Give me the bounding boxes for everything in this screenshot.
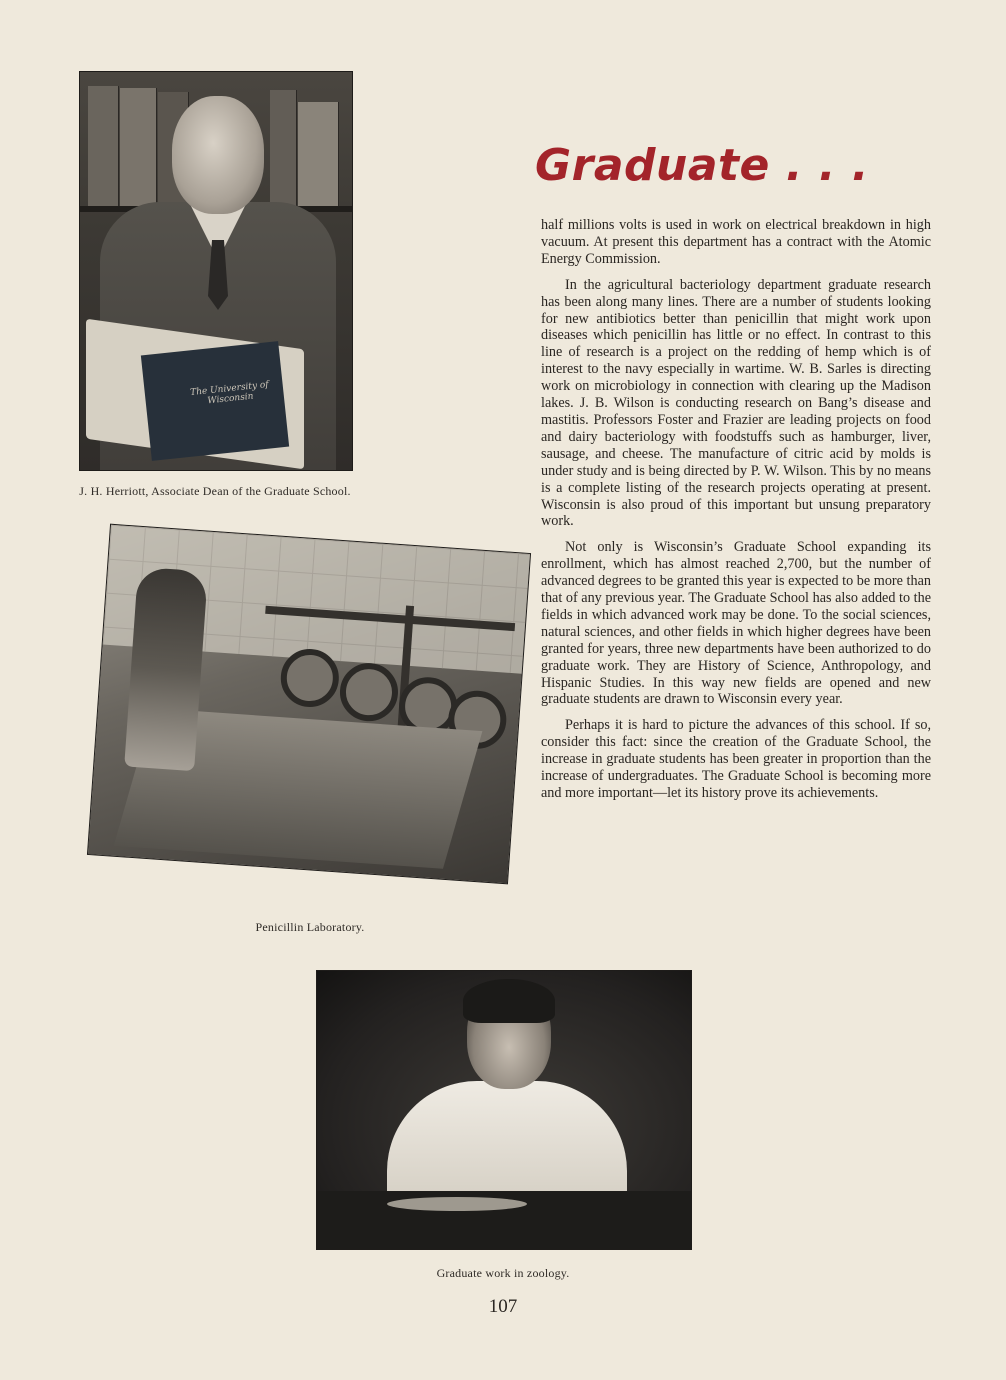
article-paragraph: Perhaps it is hard to picture the advances of this school. If so, consider this fact: since the creation of the Graduate School, the increase in graduate students has been greater in proportion than the increase of undergraduates. The Graduate School is becoming more and more important—let its history prove its achievements.	[541, 717, 931, 801]
shelf-book	[298, 102, 339, 206]
zoology-photo	[316, 970, 692, 1250]
dean-face	[172, 96, 264, 214]
article-paragraph: Not only is Wisconsin’s Graduate School expanding its enrollment, which has almost reached 2,700, but the number of advanced degrees to be granted this year is expected to be more than that of any previous year. The Graduate School has also added to the fields in which advanced work may be done. To the social sciences, natural sciences, and other fields in which higher degrees have been granted for years, three new departments have been authorized to do graduate work. They are History of Science, Anthropology, and Hispanic Studies. In this way new fields are opened and new graduate students are drawn to Wisconsin every year.	[541, 539, 931, 708]
article-body	[541, 217, 931, 811]
dean-portrait-photo	[79, 71, 353, 471]
student-hair	[463, 979, 555, 1023]
shelf-book	[270, 90, 297, 206]
zoology-caption: Graduate work in zoology.	[436, 1266, 570, 1280]
dissection-tray	[387, 1197, 527, 1211]
article-paragraph: half millions volts is used in work on electrical breakdown in high vacuum. At present this department has a contract with the Atomic Energy Commission.	[541, 217, 931, 267]
dean-caption: J. H. Herriott, Associate Dean of the Graduate School.	[79, 484, 351, 498]
shelf-book	[88, 86, 119, 206]
article-paragraph: In the agricultural bacteriology department graduate research has been along many lines. There are a number of students looking for new antibiotics better than penicillin that might work upon diseases which penicillin has little or no effect. In contrast to this line of research is a project on the redding of hemp which is of interest to the navy especially in wartime. W. B. Sarles is directing work on microbiology in connection with clearing up the Madison lakes. J. B. Wilson is conducting research on Bang’s disease and mastitis. Professors Foster and Frazier are leading projects on food and dairy bacteriology with foodstuffs such as hamburger, liver, sausage, and cheese. The manufacture of citric acid by molds is under study and is being directed by P. W. Wilson. This by no means is a complete listing of the research projects operating at present. Wisconsin is also proud of this important but unsung preparatory work.	[541, 276, 931, 530]
page-number: 107	[488, 1296, 518, 1317]
lab-caption: Penicillin Laboratory.	[255, 920, 365, 934]
pulley-wheel	[338, 661, 400, 723]
penicillin-laboratory-photo	[87, 524, 531, 885]
page-title: Graduate . . .	[535, 140, 869, 191]
shelf-book	[120, 88, 157, 206]
book-cover-text: The University of Wisconsin	[189, 379, 270, 407]
lab-worker	[124, 567, 208, 771]
